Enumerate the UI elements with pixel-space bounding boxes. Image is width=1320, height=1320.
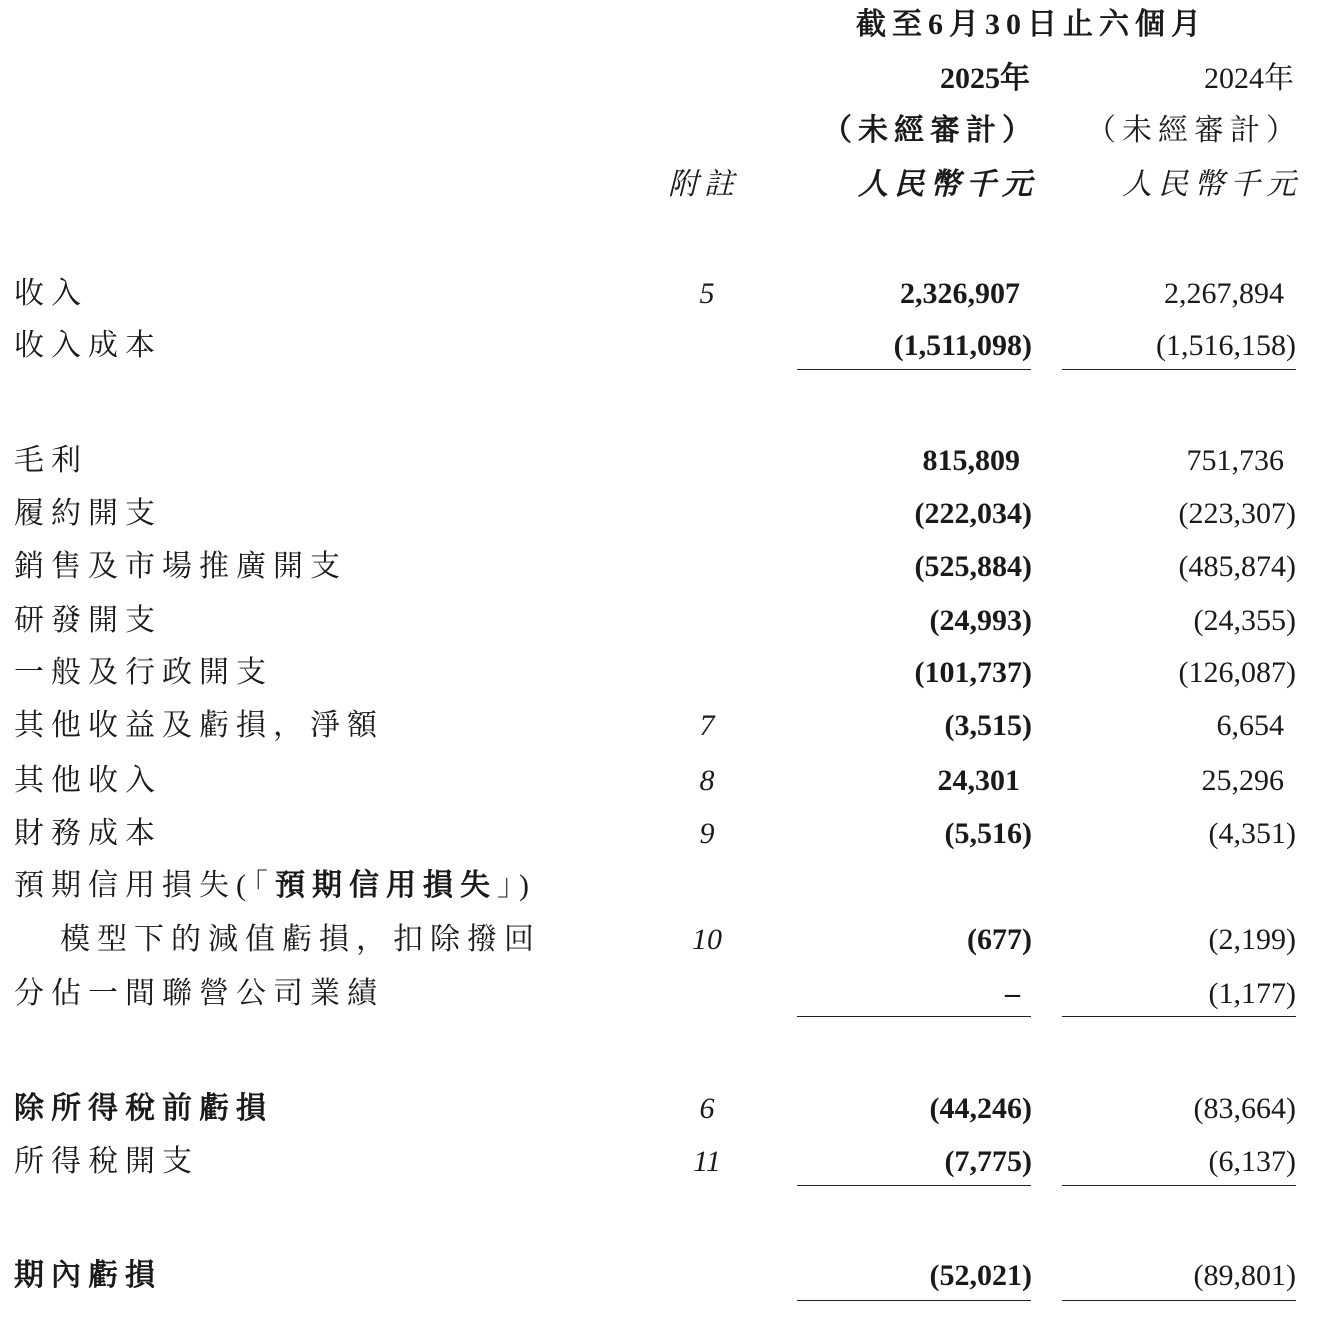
year-2025-header: 2025年 [940,62,1030,95]
row-label [14,866,536,906]
row-label: 所得稅開支 [14,1145,199,1178]
row-label: 期內虧損 [14,1259,162,1292]
value-2025: (222,034) [914,497,1032,530]
value-2024: 6,654 [1216,709,1284,742]
row-label: 收入 [14,277,88,310]
row-label: 分佔一間聯營公司業績 [14,977,384,1010]
value-2024: (126,087) [1178,656,1296,689]
audit-2025-header: （未經審計） [822,114,1038,147]
value-2025: 2,326,907 [900,277,1020,310]
value-2024: (24,355) [1193,604,1296,637]
value-2024: (223,307) [1178,497,1296,530]
row-label: 研發開支 [14,604,162,637]
value-2025: 24,301 [937,764,1020,797]
year-2024-header: 2024年 [1204,62,1294,95]
value-2025: (52,021) [929,1259,1032,1292]
value-2024: 25,296 [1201,764,1284,797]
value-2024: 2,267,894 [1164,277,1284,310]
subtotal-rule-2024 [1062,1016,1296,1017]
value-2025: (677) [967,923,1032,956]
value-2025: (24,993) [929,604,1032,637]
table-row-loss-before-tax [0,1089,1320,1129]
table-row-gross-profit [0,441,1320,481]
row-label: 一般及行政開支 [14,656,273,689]
row-note: 10 [692,923,722,956]
audit-2024-header: （未經審計） [1086,114,1302,147]
value-2024: (83,664) [1193,1092,1296,1125]
row-label: 財務成本 [14,817,162,850]
ecl-label-suffix: 」) [497,869,536,902]
value-2025: (44,246) [929,1092,1032,1125]
period-header: 截至6月30日止六個月 [856,8,1207,41]
table-row-other-income [0,761,1320,801]
value-2024: (4,351) [1208,817,1296,850]
unit-2024-header: 人民幣千元 [1122,168,1302,201]
row-label: 模型下的減值虧損，扣除撥回 [60,923,541,956]
row-note: 5 [699,277,715,310]
value-2024: (1,177) [1208,977,1296,1010]
table-row-income-tax [0,1142,1320,1182]
value-2024: (2,199) [1208,923,1296,956]
total-rule-2025 [797,1300,1031,1301]
subtotal-rule-2025 [797,1185,1031,1186]
subtotal-rule-2025 [797,369,1031,370]
row-label: 除所得稅前虧損 [14,1092,273,1125]
table-row-loss-for-period [0,1256,1320,1296]
value-2024: 751,736 [1186,444,1284,477]
row-note: 8 [699,764,715,797]
value-2025: (525,884) [914,550,1032,583]
subtotal-rule-2024 [1062,1185,1296,1186]
row-label: 收入成本 [14,329,162,362]
row-label: 其他收入 [14,764,162,797]
value-2025: (3,515) [944,709,1032,742]
table-row-finance-costs [0,814,1320,854]
row-label: 毛利 [14,444,88,477]
row-label: 銷售及市場推廣開支 [14,550,347,583]
table-row-revenue [0,274,1320,314]
value-2025: (5,516) [944,817,1032,850]
table-row-ecl-heading [0,866,1320,906]
table-row-selling-marketing [0,547,1320,587]
note-column-header: 附註 [668,168,740,201]
table-row-general-admin [0,653,1320,693]
unit-2025-header: 人民幣千元 [858,168,1038,201]
table-row-share-of-associate [0,974,1320,1014]
value-2025: (7,775) [944,1145,1032,1178]
value-2025: 815,809 [922,444,1020,477]
ecl-defined-term: 預期信用損失 [275,869,497,902]
row-note: 7 [699,709,715,742]
value-2024: (89,801) [1193,1259,1296,1292]
subtotal-rule-2025 [797,1016,1031,1017]
value-2024: (1,516,158) [1156,329,1296,362]
row-label: 其他收益及虧損，淨額 [14,709,384,742]
row-label: 履約開支 [14,497,162,530]
subtotal-rule-2024 [1062,369,1296,370]
value-2025: – [1005,977,1020,1010]
table-row-research-development [0,601,1320,641]
table-row-other-gains-losses [0,706,1320,746]
value-2025: (101,737) [914,656,1032,689]
row-note: 6 [699,1092,715,1125]
table-row-fulfilment-expenses [0,494,1320,534]
table-row-impairment-losses [0,920,1320,960]
value-2024: (485,874) [1178,550,1296,583]
row-note: 9 [699,817,715,850]
table-row-cost-of-revenue [0,326,1320,366]
total-rule-2024 [1062,1300,1296,1301]
value-2025: (1,511,098) [893,329,1032,362]
value-2024: (6,137) [1208,1145,1296,1178]
ecl-label-prefix: 預期信用損失(「 [14,869,275,902]
row-note: 11 [693,1145,721,1178]
